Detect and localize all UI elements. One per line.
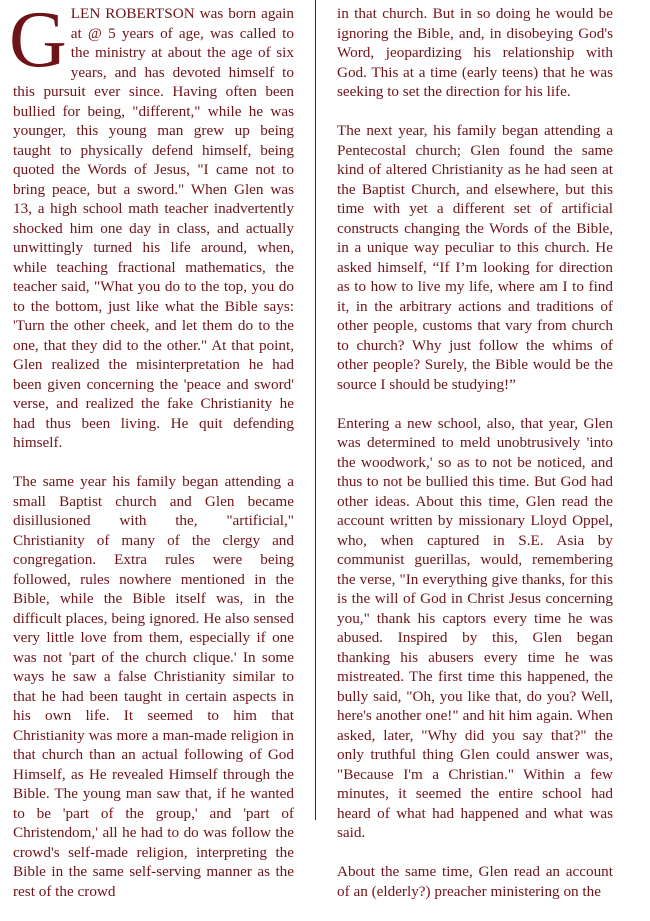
column-divider (315, 0, 316, 820)
paragraph: in that church. But in so doing he would be ignoring the Bible, and, in disobeying God's Word, jeopardizing his relationship with God. This at a time (early teens) that he was seeking to set the direction for his life. (337, 5, 613, 100)
paragraph: The next year, his family began attending a Pentecostal church; Glen found the same kind of altered Christianity as he had seen at the Baptist Church, and elsewhere, but this time with yet a different set of artificial constructs changing the Words of the Bible, in a unique way peculiar to this church. He asked himself, “If I’m looking for direction as to how to live my life, where am I to find it, in the arbitrary actions and traditions of other people, customs that vary from church to church? Why just follow the whims of other people? Surely, the Bible would be the source I should be studying!” (337, 122, 613, 393)
left-column (9, 0, 294, 921)
drop-cap: G (9, 0, 67, 84)
right-column (337, 4, 613, 921)
paragraph: About the same time, Glen read an account of an (elderly?) preacher ministering on the (337, 863, 613, 900)
paragraph: Entering a new school, also, that year, Glen was determined to meld unobtrusively 'into the woodwork,' so as to not be noticed, and thus to not be bullied this time. But God had other ideas. About this time, Glen read the account written by missionary Lloyd Oppel, who, when captured in S.E. Asia by communist guerillas, would, remembering the verse, "In everything give thanks, for this is the will of God in Christ Jesus concerning you," thank his captors every time he was abused. Inspired by this, Glen began thanking his abusers every time he was mistreated. The first time this happened, the bully said, "Oh, you like that, do you? Well, here's another one!" and hit him again. When asked, later, "Why did you say that?" the only truthful thing Glen could answer was, "Because I'm a Christian." Within a few minutes, it seemed the entire school had heard of what had happened and what was said. (337, 414, 613, 841)
paragraph-text: LEN ROBERTSON was born again at @ 5 years of age, was called to the ministry at about the age of six years, and has devoted himself to this pursuit ever since. Having often been bullied for being, "different," while he was younger, this young man grew up being taught to physically defend himself, being quoted the Words of Jesus, "I came not to bring peace, but a sword." When Glen was 13, a high school math teacher inadvertently shocked him one day in class, and actually unwittingly turned his life around, when, while teaching fractional mathematics, the teacher said, "What you do to the top, you do to the bottom, just like what the Bible says: 'Turn the other cheek, and let them do to the one, that they did to the other." At that point, Glen realized the misinterpretation he had been given concerning the 'peace and sword' verse, and realized the fake Christianity he had thus been living. He quit defending himself. (13, 5, 294, 451)
paragraph: The same year his family began attending a small Baptist church and Glen became disillusioned with the, "artificial," Christianity of many of the clergy and congregation. Extra rules were being followed, rules nowhere mentioned in the Bible, while the Bible itself was, in the difficult places, being ignored. He also sensed very little love from them, especially if one was not 'part of the church clique.' In some ways he saw a false Christianity similar to that he had been taught in certain aspects in his own life. It seemed to him that Christianity was more a man-made religion in that church than an actual following of God Himself, as He revealed Himself through the Bible. The young man saw that, if he wanted to be 'part of the group,' and 'part of Christendom,' all he had to do was follow the crowd's self-made religion, interpreting the Bible in the same self-serving manner as the rest of the crowd (13, 473, 294, 900)
paragraph (9, 0, 294, 453)
